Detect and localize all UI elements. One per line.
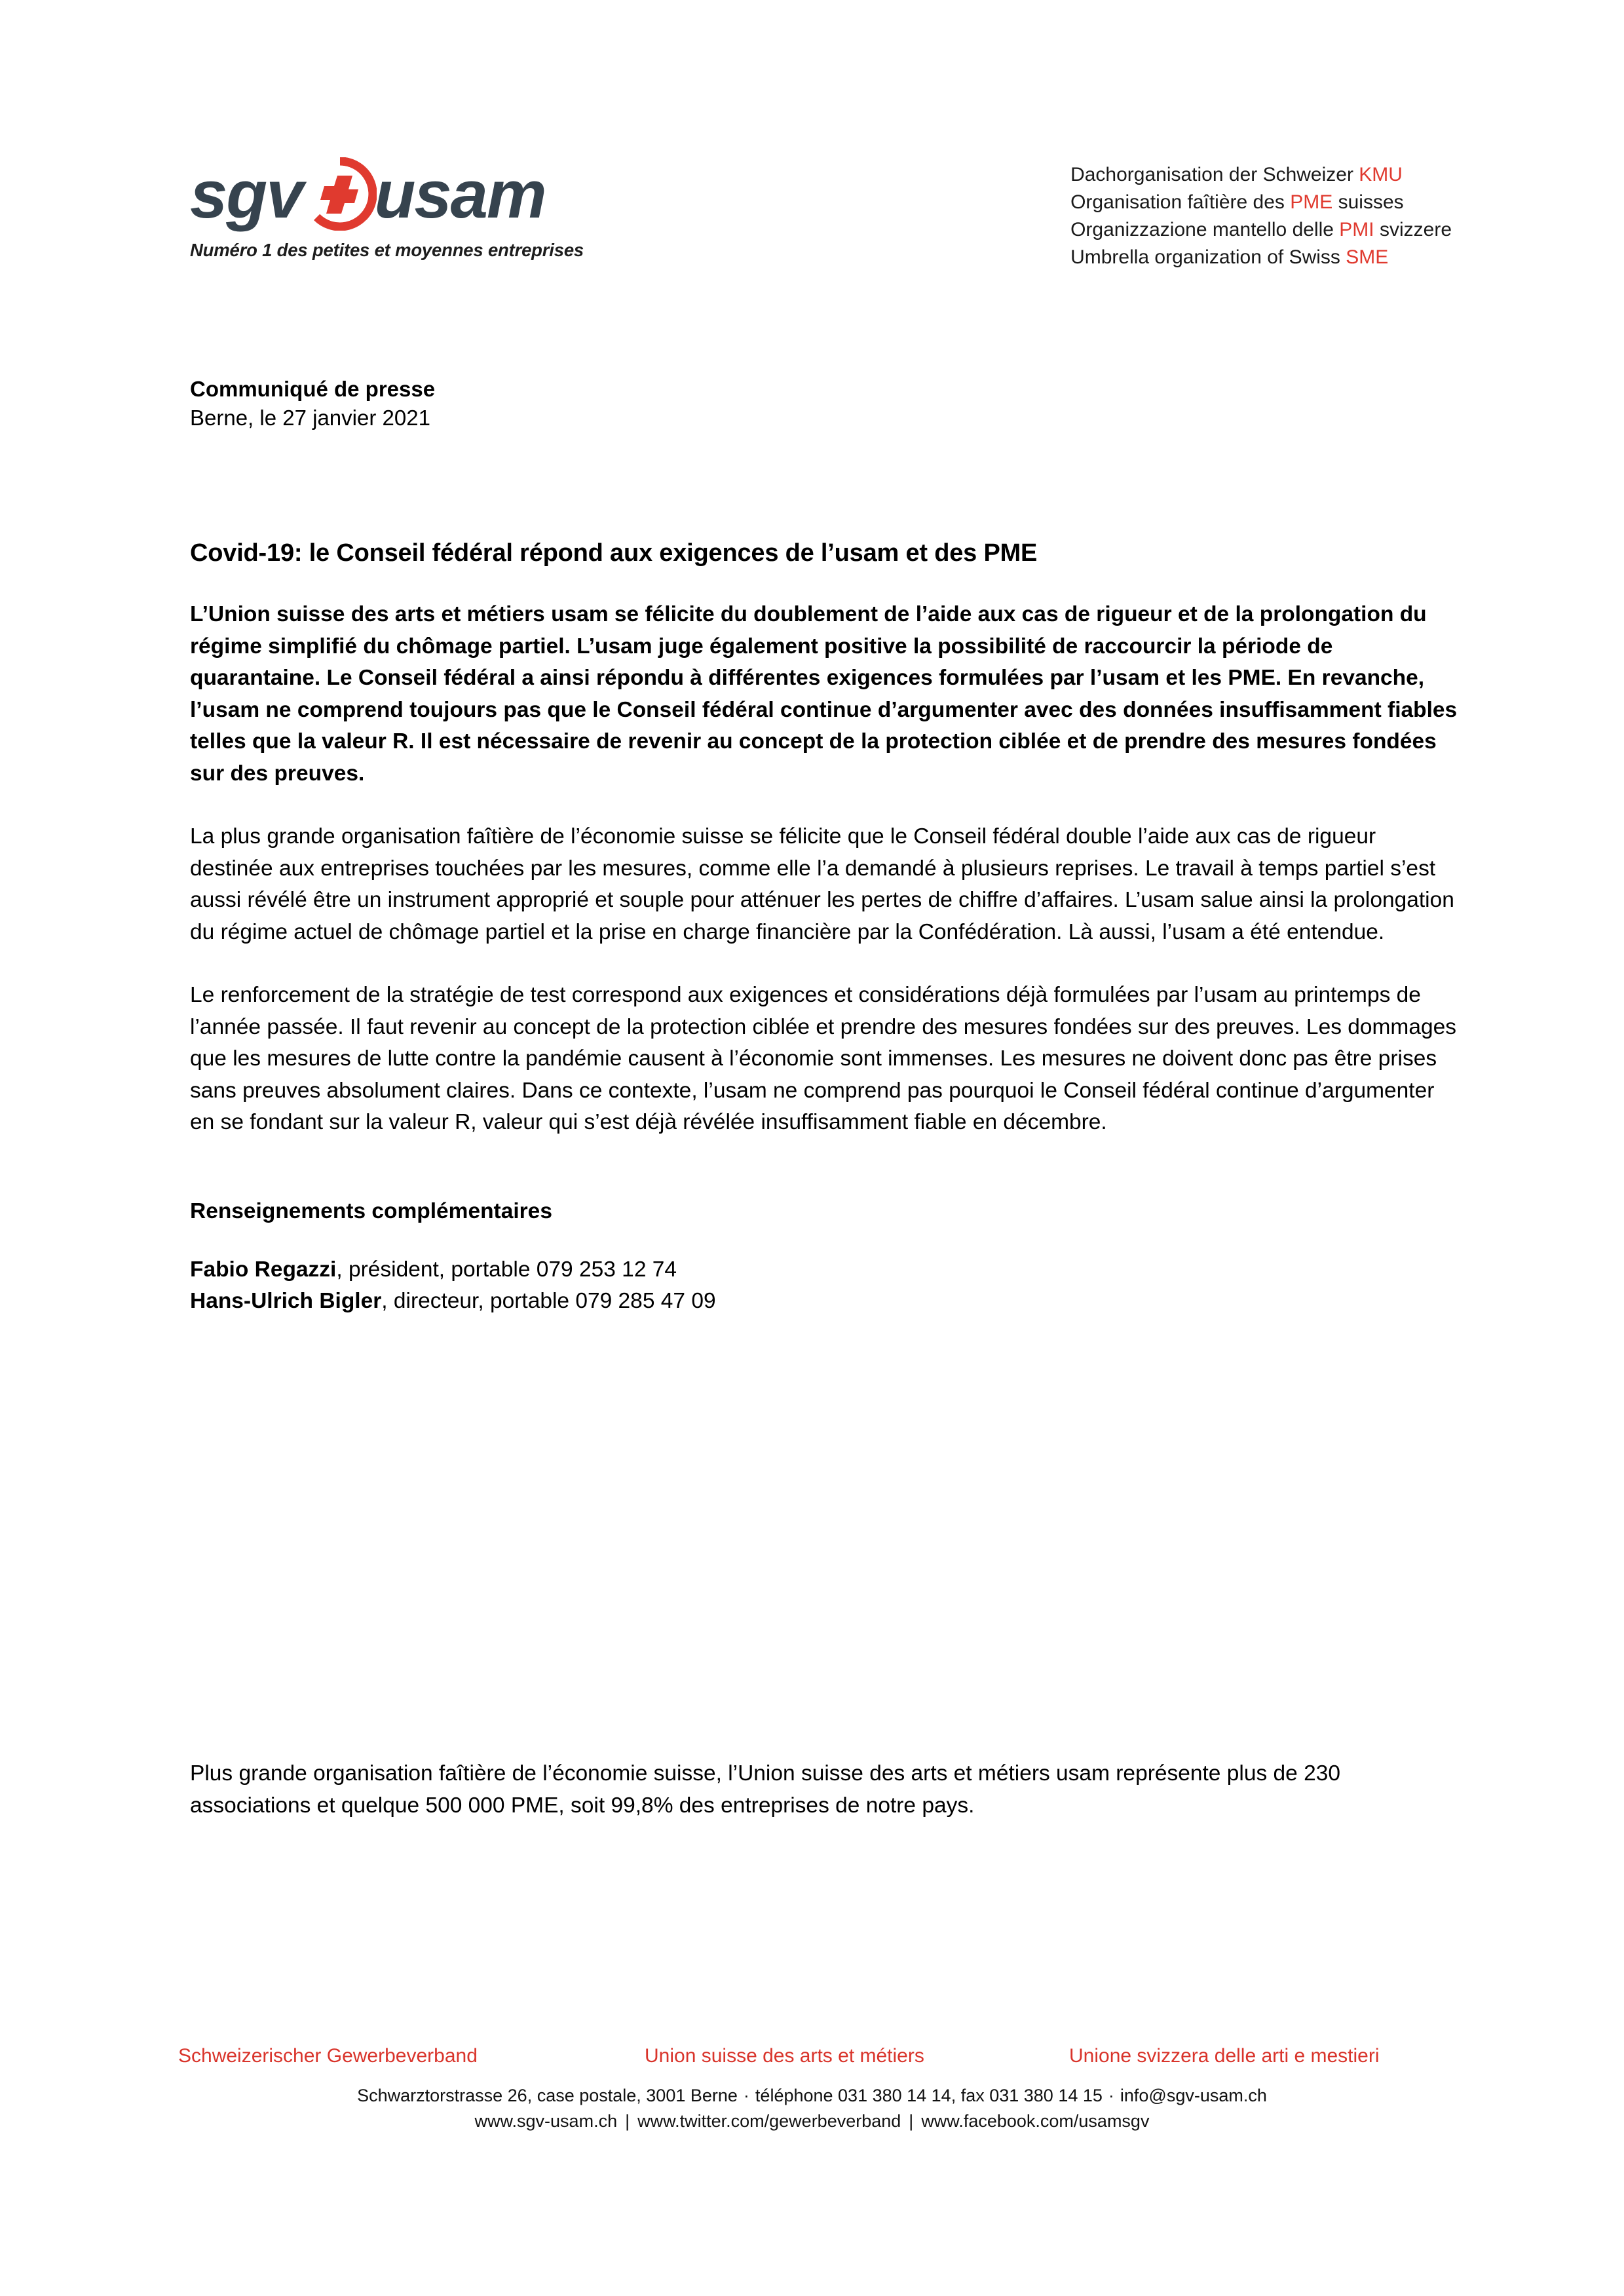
- footer-org-names: [178, 2043, 1446, 2072]
- footer-org-name-de: Schweizerischer Gewerbeverband: [178, 2045, 478, 2067]
- logo-text-usam: usam: [374, 156, 546, 232]
- swiss-cross-ring-icon: [303, 157, 377, 231]
- footer-link-website[interactable]: www.sgv-usam.ch: [474, 2111, 618, 2131]
- boilerplate-paragraph: Plus grande organisation faîtière de l’économie suisse, l’Union suisse des arts et métiers usam représente plus de 230 associations et quelque 500 000 PME, soit 99,8% des entreprises de notre pays.: [190, 1761, 1340, 1818]
- acronym-pmi: PMI: [1339, 219, 1374, 240]
- logo-wordmark: [190, 157, 584, 231]
- acronym-kmu: KMU: [1359, 164, 1403, 185]
- header-language-line-fr: Organisation faîtière des PME suisses: [1070, 191, 1404, 213]
- footer-link-twitter[interactable]: www.twitter.com/gewerbeverband: [637, 2111, 901, 2131]
- document-header: [190, 157, 1454, 282]
- document-body: [190, 537, 1458, 1317]
- footer-separator-1: ·: [743, 2086, 749, 2105]
- contact-detail-president: , président, portable 079 253 12 74: [336, 1257, 677, 1282]
- document-type-label: Communiqué de presse: [190, 377, 436, 401]
- footer-email[interactable]: info@sgv-usam.ch: [1120, 2086, 1267, 2105]
- document-footer: [0, 2043, 1624, 2134]
- contact-detail-director: , directeur, portable 079 285 47 09: [381, 1288, 716, 1313]
- page-title: Covid-19: le Conseil fédéral répond aux exigences de l’usam et des PME: [190, 539, 1038, 567]
- logo-text-sgv: sgv: [190, 156, 303, 232]
- acronym-sme: SME: [1346, 246, 1389, 268]
- footer-contact-line: [0, 2083, 1624, 2109]
- header-language-line-de: Dachorganisation der Schweizer KMU: [1070, 164, 1403, 185]
- contact-name-director: Hans-Ulrich Bigler: [190, 1288, 382, 1313]
- footer-link-facebook[interactable]: www.facebook.com/usamsgv: [921, 2111, 1150, 2131]
- header-language-list: [1070, 161, 1452, 271]
- lead-paragraph: L’Union suisse des arts et métiers usam se félicite du doublement de l’aide aux cas de rigueur et de la prolongation du régime simplifié du chômage partiel. L’usam juge également positive la possibilité de raccourcir la période de quarantaine. Le Conseil fédéral a ainsi répondu à différentes exigences formulées par l’usam et les PME. En revanche, l’usam ne comprend toujours pas que le Conseil fédéral continue d’argumenter avec des données insuffisamment fiables telles que la valeur R. Il est nécessaire de revenir au concept de la protection ciblée et de prendre des mesures fondées sur des preuves.: [190, 602, 1458, 786]
- body-paragraph-1: La plus grande organisation faîtière de l’économie suisse se félicite que le Conseil fédéral double l’aide aux cas de rigueur destinée aux entreprises touchées par les mesures, comme elle l’a demandé à plusieurs reprises. Le travail à temps partiel s’est aussi révélé être un instrument approprié et souple pour atténuer les pertes de chiffre d’affaires. L’usam salue ainsi la prolongation du régime actuel de chômage partiel et la prise en charge financière par la Confédération. Là aussi, l’usam a été entendue.: [190, 824, 1454, 944]
- footer-org-name-it: Unione svizzera delle arti e mestieri: [1069, 2045, 1380, 2067]
- contact-row-director: [190, 1286, 1458, 1317]
- footer-link-separator-1: |: [625, 2111, 630, 2131]
- footer-link-separator-2: |: [909, 2111, 914, 2131]
- header-language-line-en: Umbrella organization of Swiss SME: [1070, 246, 1389, 268]
- logo-tagline: Numéro 1 des petites et moyennes entreprises: [190, 240, 584, 260]
- footer-org-name-fr: Union suisse des arts et métiers: [645, 2045, 924, 2067]
- place-date-label: Berne, le 27 janvier 2021: [190, 406, 430, 430]
- footer-separator-2: ·: [1108, 2086, 1114, 2105]
- body-paragraph-2: Le renforcement de la stratégie de test correspond aux exigences et considérations déjà formulées par l’usam au printemps de l’année passée. Il faut revenir au concept de la protection ciblée et prendre des mesures fondées sur des preuves. Les dommages que les mesures de lutte contre la pandémie causent à l’économie sont immenses. Les mesures ne doivent donc pas être prises sans preuves absolument claires. Dans ce contexte, l’usam ne comprend pas pourquoi le Conseil fédéral continue d’argumenter en se fondant sur la valeur R, valeur qui s’est déjà révélée insuffisamment fiable en décembre.: [190, 983, 1456, 1134]
- contacts-heading: Renseignements complémentaires: [190, 1198, 552, 1223]
- acronym-pme: PME: [1290, 191, 1333, 213]
- contacts-section: [190, 1196, 1458, 1317]
- footer-links-line: [0, 2109, 1624, 2134]
- header-language-line-it: Organizzazione mantello delle PMI svizzere: [1070, 219, 1452, 240]
- contact-row-president: [190, 1254, 1458, 1286]
- contact-name-president: Fabio Regazzi: [190, 1257, 337, 1282]
- footer-address: Schwarztorstrasse 26, case postale, 3001 Berne: [357, 2086, 738, 2105]
- usam-logo: [190, 157, 584, 261]
- document-meta: [190, 375, 435, 432]
- footer-phone: téléphone 031 380 14 14, fax 031 380 14 15: [755, 2086, 1103, 2105]
